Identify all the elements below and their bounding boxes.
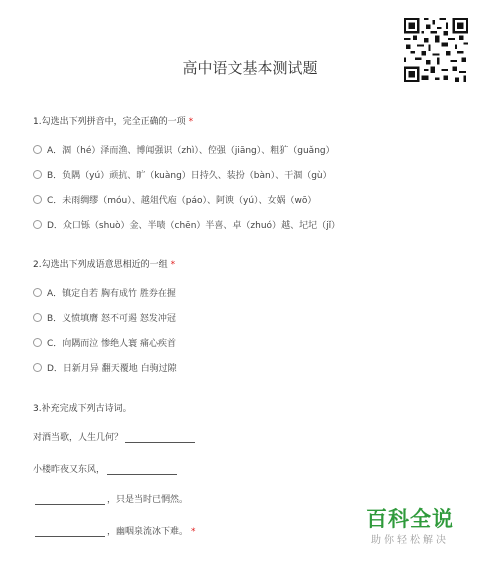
radio-button[interactable] [33,338,42,347]
poem-text: ，只是当时已惘然。 [107,495,189,505]
poem-line-3 [33,492,188,505]
question-1-option-c[interactable] [33,193,316,206]
question-2-option-a[interactable] [33,286,176,299]
option-label: B．义愤填膺 怒不可遏 怒发冲冠 [47,314,176,324]
radio-button[interactable] [33,195,42,204]
option-label: D．日新月异 翻天覆地 白驹过隙 [47,364,177,374]
question-2-option-b[interactable] [33,311,176,324]
option-label: A．镇定自若 胸有成竹 胜券在握 [47,289,176,299]
fill-blank-input[interactable] [35,527,105,537]
question-2-text: 2.勾选出下列成语意思相近的一组 [33,260,168,270]
required-mark: * [188,117,194,127]
poem-text: ，幽咽泉流冰下难。 [107,527,189,537]
question-1-text: 1.勾选出下列拼音中，完全正确的一项 [33,117,186,127]
radio-button[interactable] [33,170,42,179]
fill-blank-input[interactable] [35,495,105,505]
option-label: D．众口铄（shuò）金、半啧（chēn）半喜、卓（zhuó）越、圮圮（jǐ） [47,221,341,231]
option-label: C．向隅而泣 惨绝人寰 痛心疾首 [47,339,177,349]
poem-line-2 [33,462,179,475]
question-1-option-d[interactable] [33,218,340,231]
required-mark: * [191,527,196,537]
radio-button[interactable] [33,288,42,297]
poem-line-4 [33,524,196,537]
question-2-option-c[interactable] [33,336,176,349]
radio-button[interactable] [33,145,42,154]
radio-button[interactable] [33,220,42,229]
question-2-title [33,257,175,270]
question-1-title [33,114,193,127]
page-title: 高中语文基本测试题 [182,59,318,77]
radio-button[interactable] [33,363,42,372]
option-label: C．未雨绸缪（móu）、越俎代庖（páo）、阿谀（yú）、女娲（wō） [47,196,317,206]
poem-line-1 [33,430,197,443]
fill-blank-input[interactable] [107,465,177,475]
question-1-option-b[interactable] [33,168,332,181]
fill-blank-input[interactable] [125,433,195,443]
radio-button[interactable] [33,313,42,322]
poem-text: 对酒当歌，人生几何？ [33,433,124,443]
option-label: B．负隅（yú）顽抗、旷（kuàng）日持久、装扮（bàn）、干涸（gù） [47,171,332,181]
watermark-slogan: 助你轻松解决 [371,535,449,546]
option-label: A．涸（hé）泽而渔、博闻强识（zhì）、倥强（jiāng）、粗犷（guǎng） [47,146,335,156]
poem-text: 小楼昨夜又东风， [33,465,106,475]
watermark-brand: 百科全说 [366,507,454,531]
required-mark: * [170,260,176,270]
question-3-title: 3.补充完成下列古诗词。 [33,404,132,414]
question-2-option-d[interactable] [33,361,177,374]
question-1-option-a[interactable] [33,143,335,156]
